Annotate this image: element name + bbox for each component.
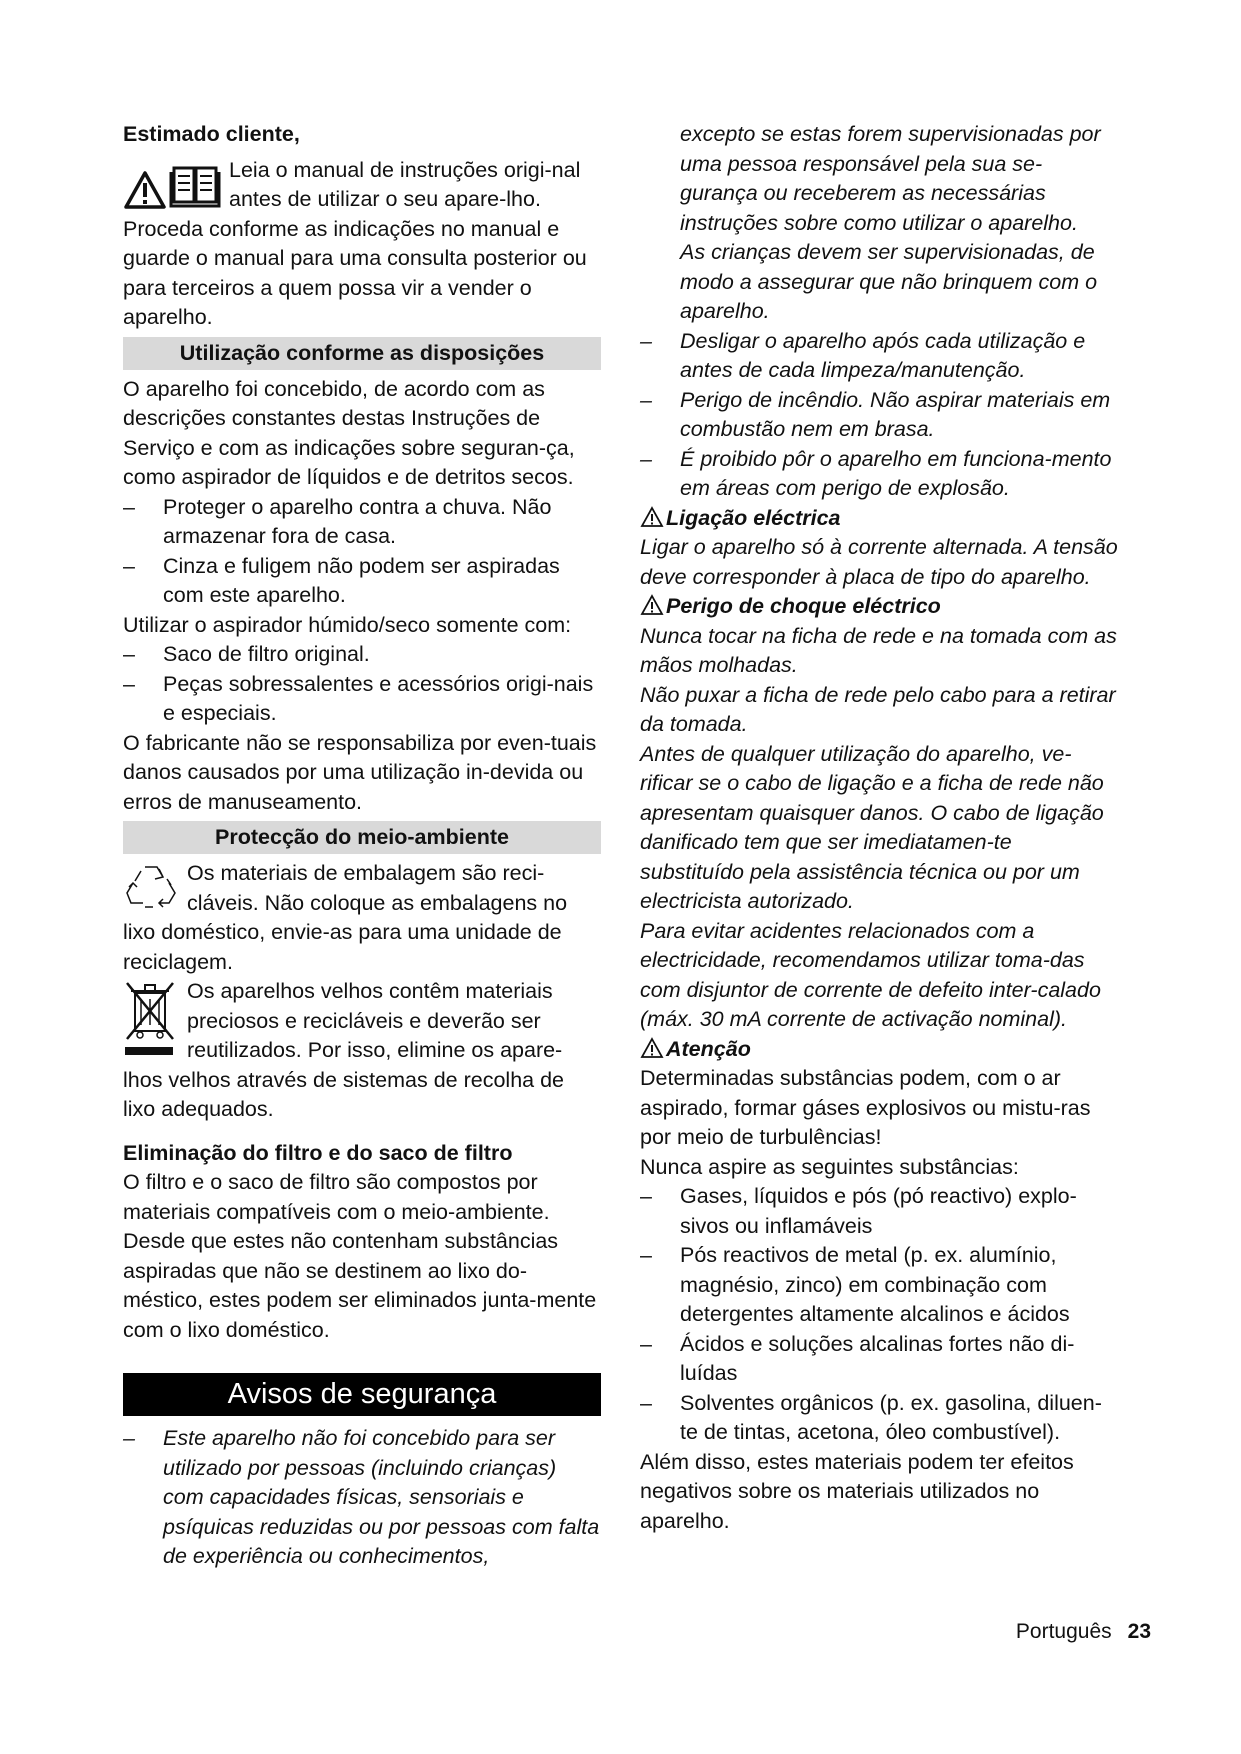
safety-continuation: excepto se estas forem supervisionadas por uma pessoa responsável pela sua se-gurança ou receberem as necessárias instruções sobre como utilizar o aparelho.	[680, 122, 1101, 235]
list-item: – Pós reactivos de metal (p. ex. alumínio, magnésio, zinco) em combinação com detergentes altamente alcalinos e ácidos	[640, 1243, 1070, 1326]
usage-paragraph-3: O fabricante não se responsabiliza por even-tuais danos causados por uma utilização in-devida ou erros de manuseamento.	[123, 730, 597, 814]
environment-paragraph-1: Os materiais de embalagem são reci-cláveis. Não coloque as embalagens no lixo doméstico, envie-as para uma unidade de reciclagem.	[123, 861, 568, 974]
section-title-environment: Protecção do meio-ambiente	[123, 821, 601, 854]
page-footer	[1016, 1620, 1151, 1644]
list-item: – Saco de filtro original.	[123, 642, 370, 666]
recycle-icon	[123, 861, 179, 913]
safety-children: As crianças devem ser supervisionadas, de modo a assegurar que não brinquem com o aparelho.	[680, 240, 1098, 323]
intro-text: Leia o manual de instruções origi-nal antes de utilizar o seu apare-lho. Proceda conforme as indicações no manual e guarde o manual para uma consulta posterior ou para terceiros a quem possa vir a vender o aparelho.	[123, 157, 587, 329]
warning-triangle-icon	[640, 506, 664, 528]
electric-shock-text-4: Para evitar acidentes relacionados com a electricidade, recomendamos utilizar toma-das com disjuntor de corrente de defeito inter-calado (máx. 30 mA corrente de activação nominal).	[640, 918, 1101, 1031]
left-column	[123, 120, 601, 1572]
electrical-connection-text: Ligar o aparelho só à corrente alternada. A tensão deve corresponder à placa de tipo do aparelho.	[640, 535, 1118, 589]
attention-text-2: Nunca aspire as seguintes substâncias:	[640, 1154, 1019, 1179]
heading-electrical-connection: Ligação eléctrica	[640, 504, 1118, 534]
section-title-safety: Avisos de segurança	[123, 1373, 601, 1416]
list-item: – Peças sobressalentes e acessórios origi-nais e especiais.	[123, 671, 594, 725]
warning-triangle-icon	[640, 594, 664, 616]
filter-disposal-paragraph: O filtro e o saco de filtro são compostos por materiais compatíveis com o meio-ambiente. Desde que estes não contenham substâncias aspiradas que não se destinem ao lixo do-méstico, estes podem ser eliminados junta-mente com o lixo doméstico.	[123, 1170, 597, 1342]
attention-text-1: Determinadas substâncias podem, com o ar aspirado, formar gáses explosivos ou mistu-ras por meio de turbulências!	[640, 1066, 1091, 1149]
list-item: – Este aparelho não foi concebido para ser utilizado por pessoas (incluindo crianças) com capacidades físicas, sensoriais e psíquicas reduzidas ou por pessoas com falta de experiência ou conhecimentos,	[123, 1426, 600, 1568]
manual-book-icon	[169, 162, 221, 210]
attention-final-text: Além disso, estes materiais podem ter efeitos negativos sobre os materiais utilizados no aparelho.	[640, 1449, 1074, 1533]
list-item: – Proteger o aparelho contra a chuva. Não armazenar fora de casa.	[123, 494, 552, 548]
section-title-filter-disposal: Eliminação do filtro e do saco de filtro	[123, 1140, 513, 1165]
list-item: – Cinza e fuligem não podem ser aspiradas com este aparelho.	[123, 553, 560, 607]
list-item: – Gases, líquidos e pós (pó reactivo) explo-sivos ou inflamáveis	[640, 1184, 1077, 1238]
footer-language: Português	[1015, 1620, 1112, 1643]
electric-shock-text-2: Não puxar a ficha de rede pelo cabo para a retirar da tomada.	[640, 682, 1116, 736]
environment-paragraph-2: Os aparelhos velhos contêm materiais preciosos e recicláveis e deverão ser reutilizados. Por isso, elimine os apare-lhos velhos através de sistemas de recolha de lixo adequados.	[123, 979, 564, 1121]
heading-electric-shock: Perigo de choque eléctrico	[640, 592, 1118, 622]
list-item: – Desligar o aparelho após cada utilização e antes de cada limpeza/manutenção.	[640, 328, 1086, 382]
list-item: – Solventes orgânicos (p. ex. gasolina, diluen-te de tintas, acetona, óleo combustível).	[640, 1390, 1102, 1444]
greeting: Estimado cliente,	[123, 122, 300, 146]
right-column	[640, 120, 1118, 1536]
heading-attention: Atenção	[640, 1035, 1118, 1065]
section-title-usage: Utilização conforme as disposições	[123, 337, 601, 370]
usage-paragraph-2: Utilizar o aspirador húmido/seco somente com:	[123, 612, 572, 637]
usage-paragraph-1: O aparelho foi concebido, de acordo com as descrições constantes destas Instruções de Serviço e com as indicações sobre seguran-ça, como aspirador de líquidos e de detritos secos.	[123, 376, 575, 489]
list-item: – Perigo de incêndio. Não aspirar materiais em combustão nem em brasa.	[640, 387, 1111, 441]
crossed-bin-icon	[123, 979, 179, 1059]
electric-shock-text-3: Antes de qualquer utilização do aparelho, ve-rificar se o cabo de ligação e a ficha de rede não apresentam quaisquer danos. O cabo de ligação danificado tem que ser imediatamen-te substituído pela assistência técnica ou por um electricista autorizado.	[640, 741, 1104, 913]
list-item: – Ácidos e soluções alcalinas fortes não di-luídas	[640, 1331, 1075, 1385]
warning-triangle-icon	[640, 1037, 664, 1059]
electric-shock-text-1: Nunca tocar na ficha de rede e na tomada com as mãos molhadas.	[640, 623, 1117, 677]
warning-triangle-icon	[123, 170, 167, 210]
page-number: 23	[1127, 1620, 1151, 1643]
list-item: – É proibido pôr o aparelho em funciona-mento em áreas com perigo de explosão.	[640, 446, 1112, 500]
warning-manual-icons	[123, 156, 221, 210]
